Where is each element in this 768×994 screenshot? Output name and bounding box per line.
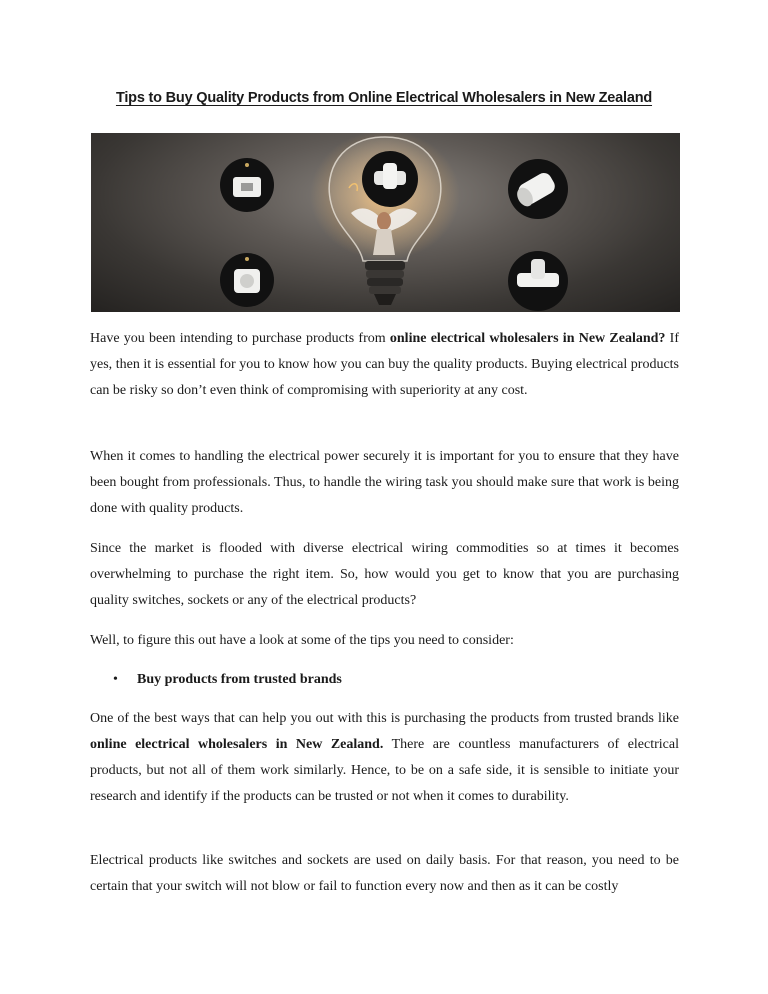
paragraph-power: When it comes to handling the electrical power securely it is important for you to ensure that they have been bought from professionals. Thus, to handle the wiring task you should make sure that work is being done with quality products. — [90, 449, 679, 516]
pipe-tee-icon — [508, 251, 568, 311]
socket-plate-icon — [220, 253, 274, 307]
pipe-coupler-icon — [508, 159, 568, 219]
paragraph-tips-intro: Well, to figure this out have a look at some of the tips you need to consider: — [90, 633, 514, 648]
highlight-keyword: online electrical wholesalers in New Zealand? — [389, 331, 666, 346]
highlight-keyword: online electrical wholesalers in New Zealand. — [90, 737, 384, 752]
pipe-elbow-icon — [362, 151, 418, 207]
paragraph-trusted-brands: One of the best ways that can help you out with this is purchasing the products from trusted brands like online electrical wholesalers in New Zealand. There are countless manufacturers of electrical products, but not all of them work similarly. Hence, to be on a safe side, it is sensible to initiate your research and identify if the products can be trusted or not when it comes to durability. — [90, 711, 679, 804]
paragraph-daily-use: Electrical products like switches and sockets are used on daily basis. For that reason, you need to be certain that your switch will not blow or fail to function every now and then as it can be costly — [90, 853, 679, 894]
paragraph-intro: Have you been intending to purchase products from online electrical wholesalers in New Zealand? If yes, then it is essential for you to know how you can buy the quality products. Buying electrical products can be risky so don’t even think of compromising with superiority at any cost. — [90, 331, 680, 398]
document-title: Tips to Buy Quality Products from Online Electrical Wholesalers in New Zealand — [115, 90, 653, 106]
bullet-item: • Buy products from trusted brands — [113, 669, 342, 691]
paragraph-market: Since the market is flooded with diverse electrical wiring commodities so at times it becomes overwhelming to purchase the right item. So, how would you get to know that you are purchasing quality switches, sockets or any of the electrical products? — [90, 541, 679, 608]
junction-box-icon — [220, 158, 274, 212]
hero-illustration — [91, 133, 680, 312]
bullet-dot-icon: • — [113, 672, 118, 687]
hero-image — [91, 133, 680, 312]
